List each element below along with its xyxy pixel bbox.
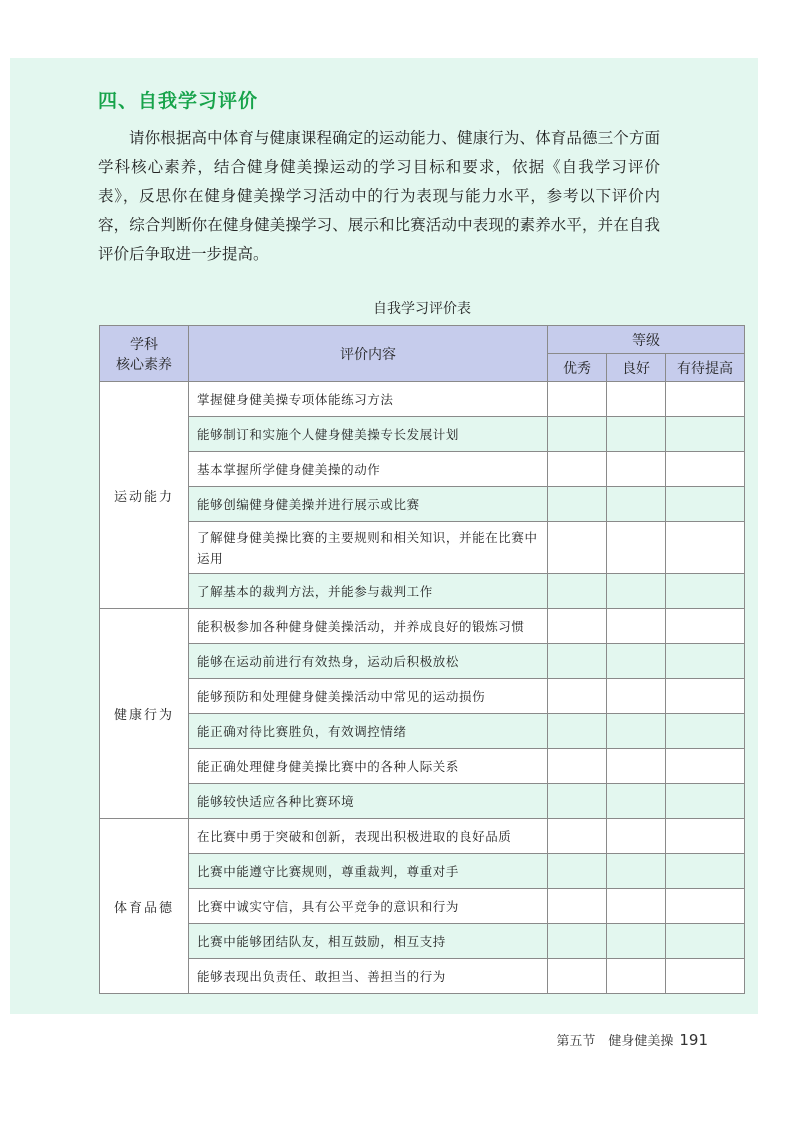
grade-cell-good[interactable] — [607, 714, 666, 749]
table-row — [100, 819, 745, 854]
grade-cell-excellent[interactable] — [548, 889, 607, 924]
grade-cell-excellent[interactable] — [548, 382, 607, 417]
grade-cell-improve[interactable] — [666, 889, 745, 924]
item-content: 能正确处理健身健美操比赛中的各种人际关系 — [189, 749, 548, 784]
category-cell: 健康行为 — [100, 609, 189, 819]
grade-cell-improve[interactable] — [666, 784, 745, 819]
item-content: 了解健身健美操比赛的主要规则和相关知识，并能在比赛中运用 — [189, 522, 548, 574]
grade-cell-improve[interactable] — [666, 924, 745, 959]
grade-cell-excellent[interactable] — [548, 749, 607, 784]
grade-cell-good[interactable] — [607, 522, 666, 574]
header-grade-excellent: 优秀 — [548, 354, 607, 382]
grade-cell-good[interactable] — [607, 959, 666, 994]
item-content: 了解基本的裁判方法，并能参与裁判工作 — [189, 574, 548, 609]
grade-cell-good[interactable] — [607, 452, 666, 487]
item-content: 能够在运动前进行有效热身，运动后积极放松 — [189, 644, 548, 679]
item-content: 能积极参加各种健身健美操活动，并养成良好的锻炼习惯 — [189, 609, 548, 644]
table-row — [100, 574, 745, 609]
category-cell: 运动能力 — [100, 382, 189, 609]
grade-cell-excellent[interactable] — [548, 819, 607, 854]
grade-cell-excellent[interactable] — [548, 644, 607, 679]
grade-cell-improve[interactable] — [666, 679, 745, 714]
grade-cell-excellent[interactable] — [548, 487, 607, 522]
table-row — [100, 924, 745, 959]
section-heading: 四、自我学习评价 — [98, 90, 259, 112]
header-grade-good: 良好 — [607, 354, 666, 382]
grade-cell-excellent[interactable] — [548, 924, 607, 959]
item-content: 能够预防和处理健身健美操活动中常见的运动损伤 — [189, 679, 548, 714]
grade-cell-good[interactable] — [607, 854, 666, 889]
table-row — [100, 714, 745, 749]
page-footer — [556, 1030, 708, 1049]
grade-cell-improve[interactable] — [666, 959, 745, 994]
grade-cell-good[interactable] — [607, 417, 666, 452]
table-row — [100, 889, 745, 924]
grade-cell-improve[interactable] — [666, 609, 745, 644]
header-subject-line2: 核心素养 — [116, 356, 172, 373]
item-content: 能够较快适应各种比赛环境 — [189, 784, 548, 819]
item-content: 能够创编健身健美操并进行展示或比赛 — [189, 487, 548, 522]
table-row — [100, 609, 745, 644]
page-number: 191 — [679, 1031, 708, 1049]
item-content: 掌握健身健美操专项体能练习方法 — [189, 382, 548, 417]
header-grade-improve: 有待提高 — [666, 354, 745, 382]
header-content: 评价内容 — [189, 326, 548, 382]
item-content: 比赛中诚实守信，具有公平竞争的意识和行为 — [189, 889, 548, 924]
grade-cell-good[interactable] — [607, 749, 666, 784]
grade-cell-improve[interactable] — [666, 854, 745, 889]
table-row — [100, 959, 745, 994]
grade-cell-excellent[interactable] — [548, 714, 607, 749]
grade-cell-improve[interactable] — [666, 644, 745, 679]
table-row — [100, 417, 745, 452]
intro-paragraph: 请你根据高中体育与健康课程确定的运动能力、健康行为、体育品德三个方面学科核心素养，结合健身健美操运动的学习目标和要求，依据《自我学习评价表》，反思你在健身健美操学习活动中的行为表现与能力水平，参考以下评价内容，综合判断你在健身健美操学习、展示和比赛活动中表现的素养水平，并在自我评价后争取进一步提高。 — [98, 129, 660, 263]
grade-cell-improve[interactable] — [666, 714, 745, 749]
item-content: 在比赛中勇于突破和创新，表现出积极进取的良好品质 — [189, 819, 548, 854]
evaluation-table — [99, 325, 745, 994]
grade-cell-good[interactable] — [607, 644, 666, 679]
grade-cell-excellent[interactable] — [548, 679, 607, 714]
grade-cell-good[interactable] — [607, 784, 666, 819]
grade-cell-improve[interactable] — [666, 819, 745, 854]
category-cell: 体育品德 — [100, 819, 189, 994]
table-row — [100, 644, 745, 679]
table-row — [100, 382, 745, 417]
header-subject-line1: 学科 — [130, 336, 158, 353]
grade-cell-improve[interactable] — [666, 452, 745, 487]
item-content: 比赛中能遵守比赛规则，尊重裁判，尊重对手 — [189, 854, 548, 889]
table-row — [100, 784, 745, 819]
grade-cell-excellent[interactable] — [548, 609, 607, 644]
grade-cell-improve[interactable] — [666, 574, 745, 609]
table-row — [100, 854, 745, 889]
table-title: 自我学习评价表 — [373, 301, 471, 317]
grade-cell-good[interactable] — [607, 382, 666, 417]
item-content: 基本掌握所学健身健美操的动作 — [189, 452, 548, 487]
table-row — [100, 487, 745, 522]
table-row — [100, 452, 745, 487]
grade-cell-good[interactable] — [607, 679, 666, 714]
grade-cell-improve[interactable] — [666, 522, 745, 574]
grade-cell-improve[interactable] — [666, 487, 745, 522]
table-row — [100, 522, 745, 574]
grade-cell-improve[interactable] — [666, 749, 745, 784]
grade-cell-good[interactable] — [607, 819, 666, 854]
item-content: 能够表现出负责任、敢担当、善担当的行为 — [189, 959, 548, 994]
table-row — [100, 749, 745, 784]
grade-cell-good[interactable] — [607, 924, 666, 959]
header-subject — [100, 326, 189, 382]
grade-cell-excellent[interactable] — [548, 959, 607, 994]
grade-cell-improve[interactable] — [666, 382, 745, 417]
grade-cell-excellent[interactable] — [548, 522, 607, 574]
grade-cell-excellent[interactable] — [548, 417, 607, 452]
item-content: 能够制订和实施个人健身健美操专长发展计划 — [189, 417, 548, 452]
grade-cell-excellent[interactable] — [548, 574, 607, 609]
grade-cell-improve[interactable] — [666, 417, 745, 452]
item-content: 比赛中能够团结队友，相互鼓励，相互支持 — [189, 924, 548, 959]
grade-cell-good[interactable] — [607, 889, 666, 924]
grade-cell-good[interactable] — [607, 487, 666, 522]
table-row — [100, 679, 745, 714]
grade-cell-excellent[interactable] — [548, 452, 607, 487]
item-content: 能正确对待比赛胜负，有效调控情绪 — [189, 714, 548, 749]
grade-cell-good[interactable] — [607, 574, 666, 609]
grade-cell-excellent[interactable] — [548, 854, 607, 889]
header-grade: 等级 — [548, 326, 745, 354]
grade-cell-good[interactable] — [607, 609, 666, 644]
grade-cell-excellent[interactable] — [548, 784, 607, 819]
footer-section: 第五节 健身健美操 — [556, 1034, 674, 1049]
